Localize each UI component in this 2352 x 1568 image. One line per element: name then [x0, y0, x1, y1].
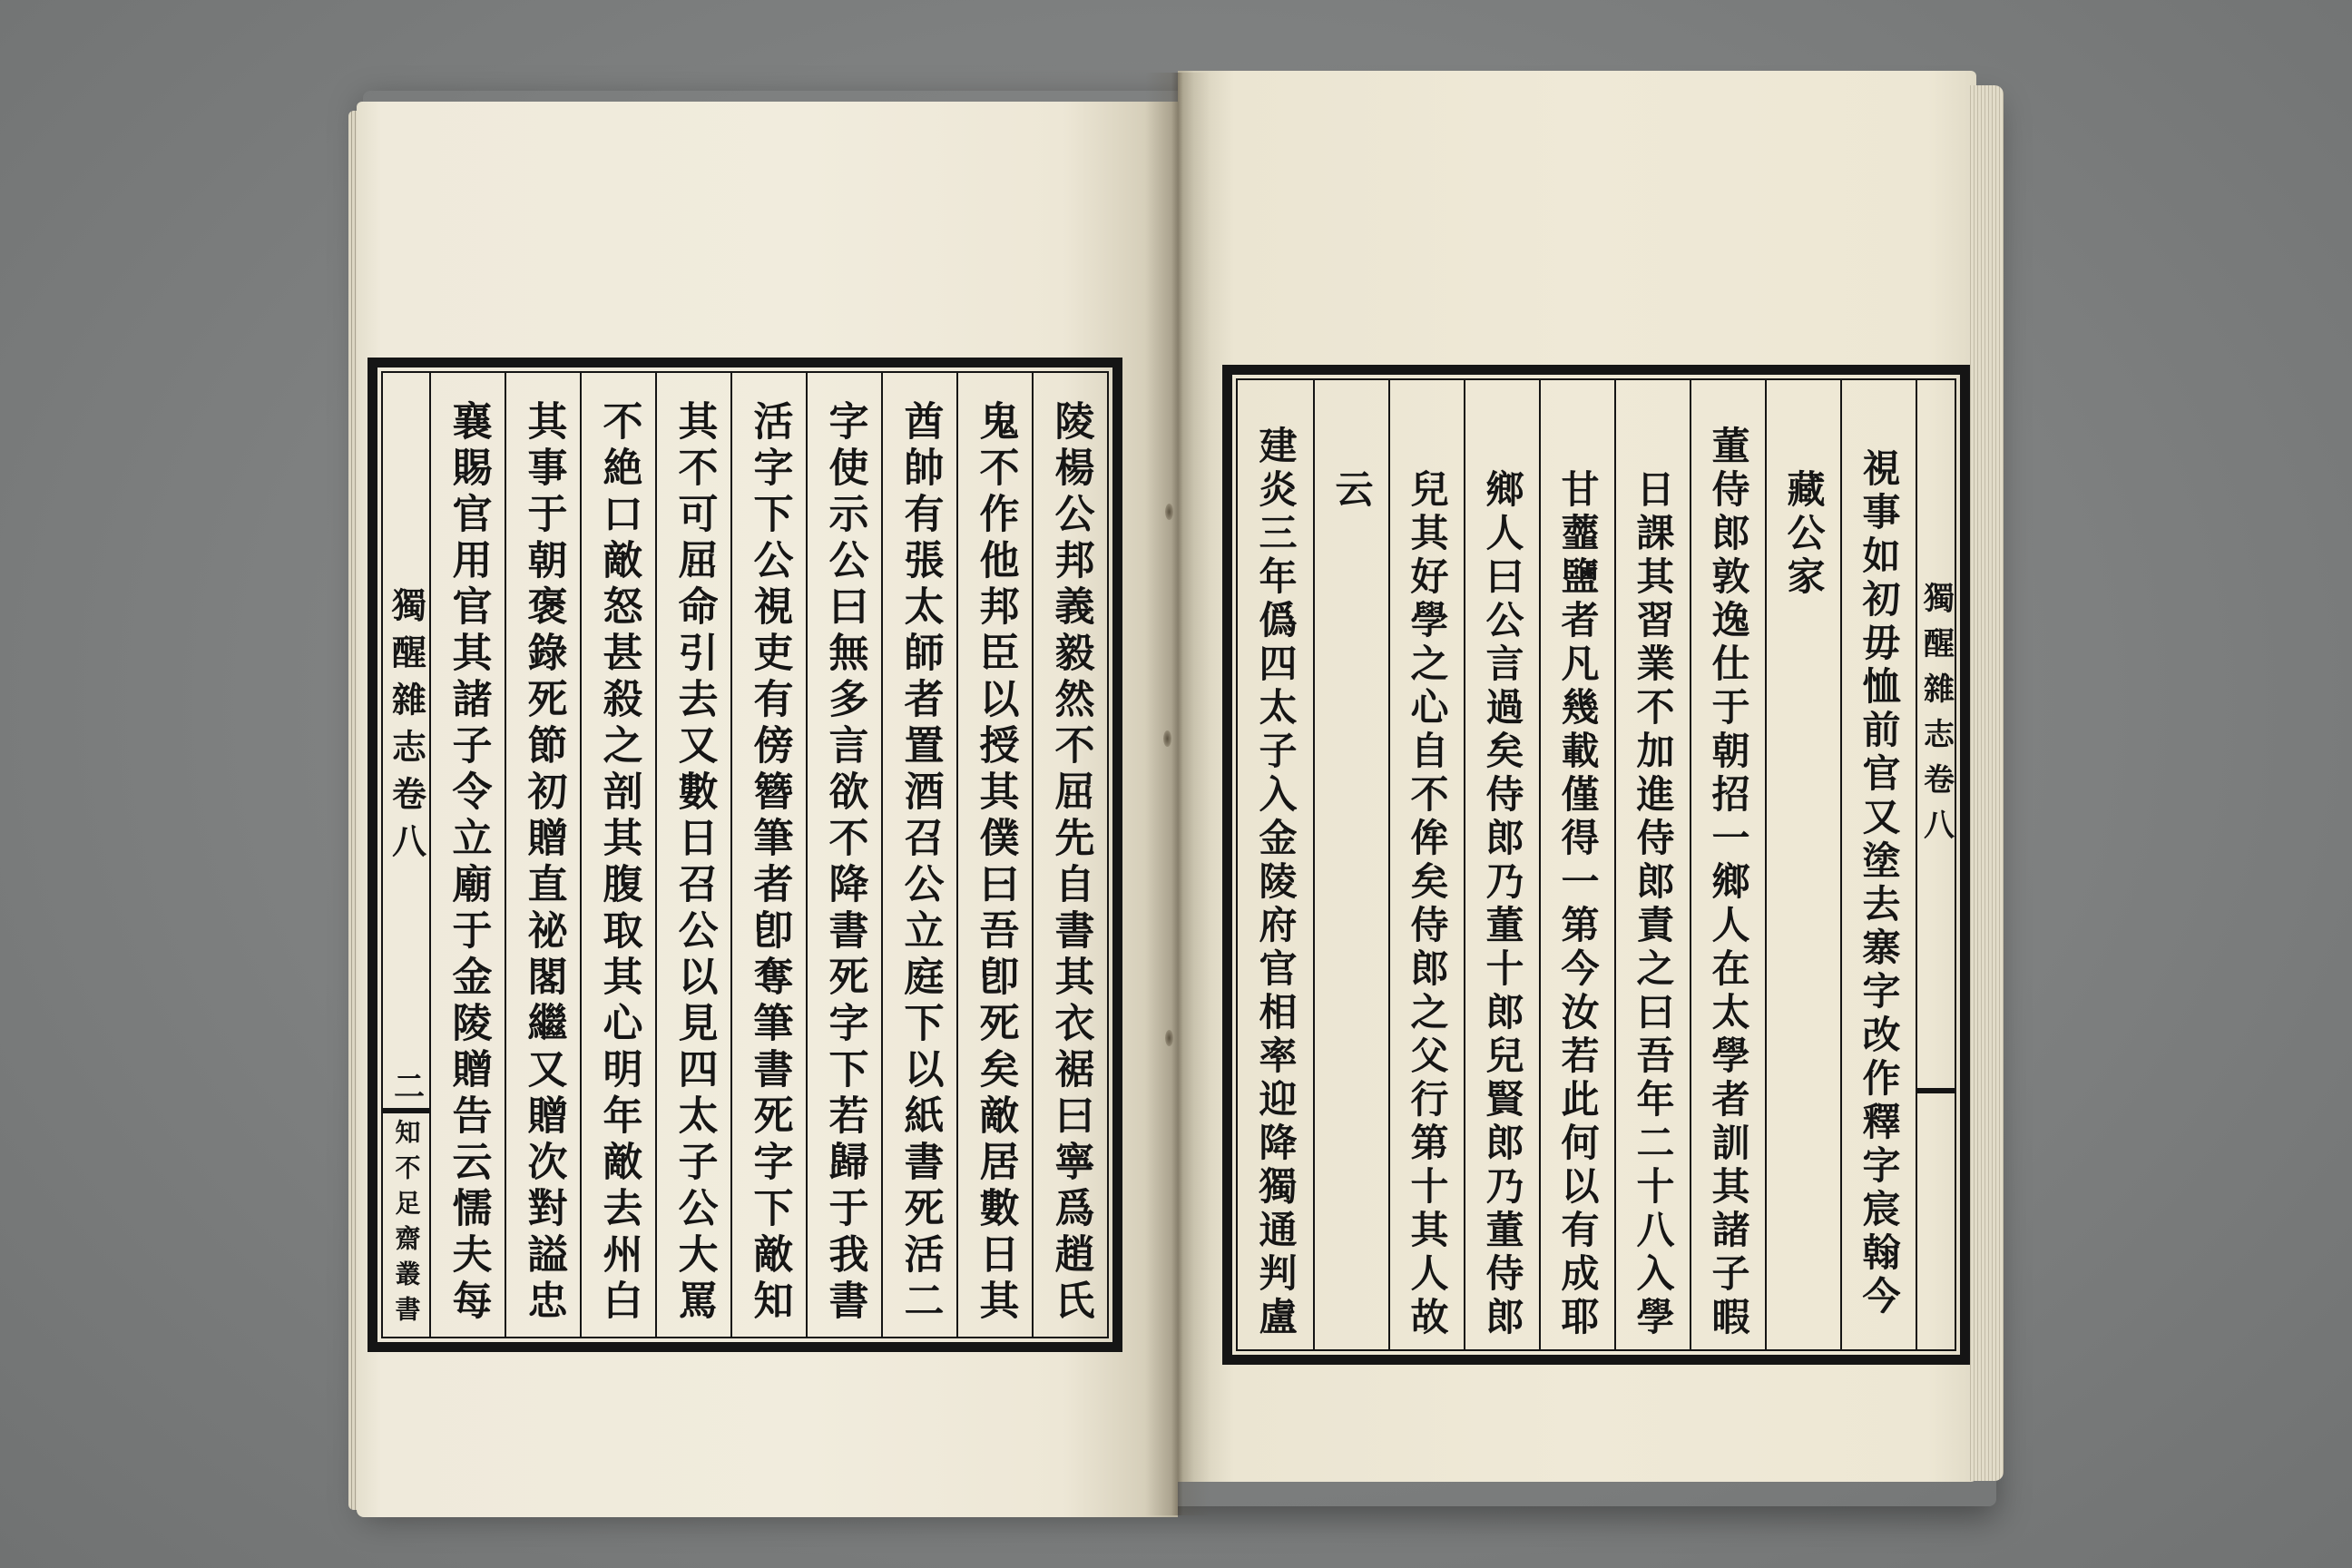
column-text: 董侍郎敦逸仕于朝招一鄉人在太學者訓其諸子暇	[1706, 426, 1751, 1340]
text-column	[1614, 380, 1690, 1349]
column-text: 兒其好學之心自不侔矣侍郎之父行第十其人故	[1405, 469, 1450, 1340]
column-text: 其事于朝褒錄死節初贈直祕閣繼又贈次對謚忠	[520, 400, 567, 1326]
text-column	[580, 373, 655, 1337]
stitch-hole	[1165, 504, 1173, 520]
fish-tail-mark	[1917, 1088, 1955, 1093]
text-column	[806, 373, 881, 1337]
margin-book-title: 獨醒雜志卷八	[1917, 582, 1955, 854]
text-column	[1539, 380, 1614, 1349]
column-text: 活字下公視吏有傍簪筆者卽奪筆書死字下敵知	[746, 400, 793, 1326]
column-text: 藏公家	[1781, 469, 1827, 600]
column-text: 不絶口敵怒甚殺之剖其腹取其心明年敵去州白	[595, 400, 642, 1326]
stitch-hole	[1163, 730, 1171, 747]
right-page-text-frame	[1222, 365, 1970, 1365]
left-page-text-frame	[368, 358, 1122, 1352]
right-page-edge-stack	[1967, 85, 2004, 1481]
margin-book-title: 獨醒雜志卷八	[386, 587, 427, 870]
column-text: 襄賜官用官其諸子令立廟于金陵贈告云懦夫每	[445, 400, 492, 1326]
page-number: 二	[387, 1070, 425, 1101]
column-text: 陵楊公邦義毅然不屈先自書其衣裾曰寧爲趙氏	[1047, 400, 1094, 1326]
block-center-margin	[383, 373, 429, 1337]
column-text: 建炎三年僞四太子入金陵府官相率迎降獨通判盧	[1253, 426, 1298, 1340]
text-column	[1690, 380, 1765, 1349]
column-text: 云	[1329, 469, 1375, 513]
column-text: 其不可屈命引去又數日召公以見四太子公大罵	[671, 400, 718, 1326]
column-text: 字使示公曰無多言欲不降書死字下若歸于我書	[821, 400, 868, 1326]
text-column	[1765, 380, 1840, 1349]
text-column	[1464, 380, 1539, 1349]
book-gutter	[1145, 73, 1210, 1515]
series-name: 知不足齋叢書	[391, 1119, 422, 1331]
column-text: 甘虀鹽者凡幾載僅得一第今汝若此何以有成耶	[1555, 469, 1601, 1340]
text-column	[1840, 380, 1916, 1349]
text-column	[1238, 380, 1313, 1349]
column-text: 視事如初毋恤前官又塗去寨字改作釋字宸翰今	[1857, 448, 1902, 1319]
block-center-margin	[1916, 380, 1955, 1349]
text-column	[1313, 380, 1388, 1349]
text-column	[1388, 380, 1464, 1349]
text-column	[730, 373, 806, 1337]
text-column	[881, 373, 956, 1337]
column-text: 鄉人曰公言過矣侍郎乃董十郎兒賢郎乃董侍郎	[1480, 469, 1525, 1340]
text-column	[655, 373, 730, 1337]
text-column	[956, 373, 1032, 1337]
text-column	[429, 373, 505, 1337]
left-page-columns	[381, 371, 1109, 1338]
text-column	[505, 373, 580, 1337]
fish-tail-mark	[383, 1108, 429, 1113]
text-column	[1032, 373, 1107, 1337]
column-text: 日課其習業不加進侍郎責之曰吾年二十八入學	[1631, 469, 1676, 1340]
column-text: 鬼不作他邦臣以授其僕曰吾卽死矣敵居數日其	[972, 400, 1019, 1326]
column-text: 酋帥有張太師者置酒召公立庭下以紙書死活二	[897, 400, 944, 1326]
right-page-columns	[1236, 378, 1956, 1351]
stitch-hole	[1165, 1030, 1173, 1046]
